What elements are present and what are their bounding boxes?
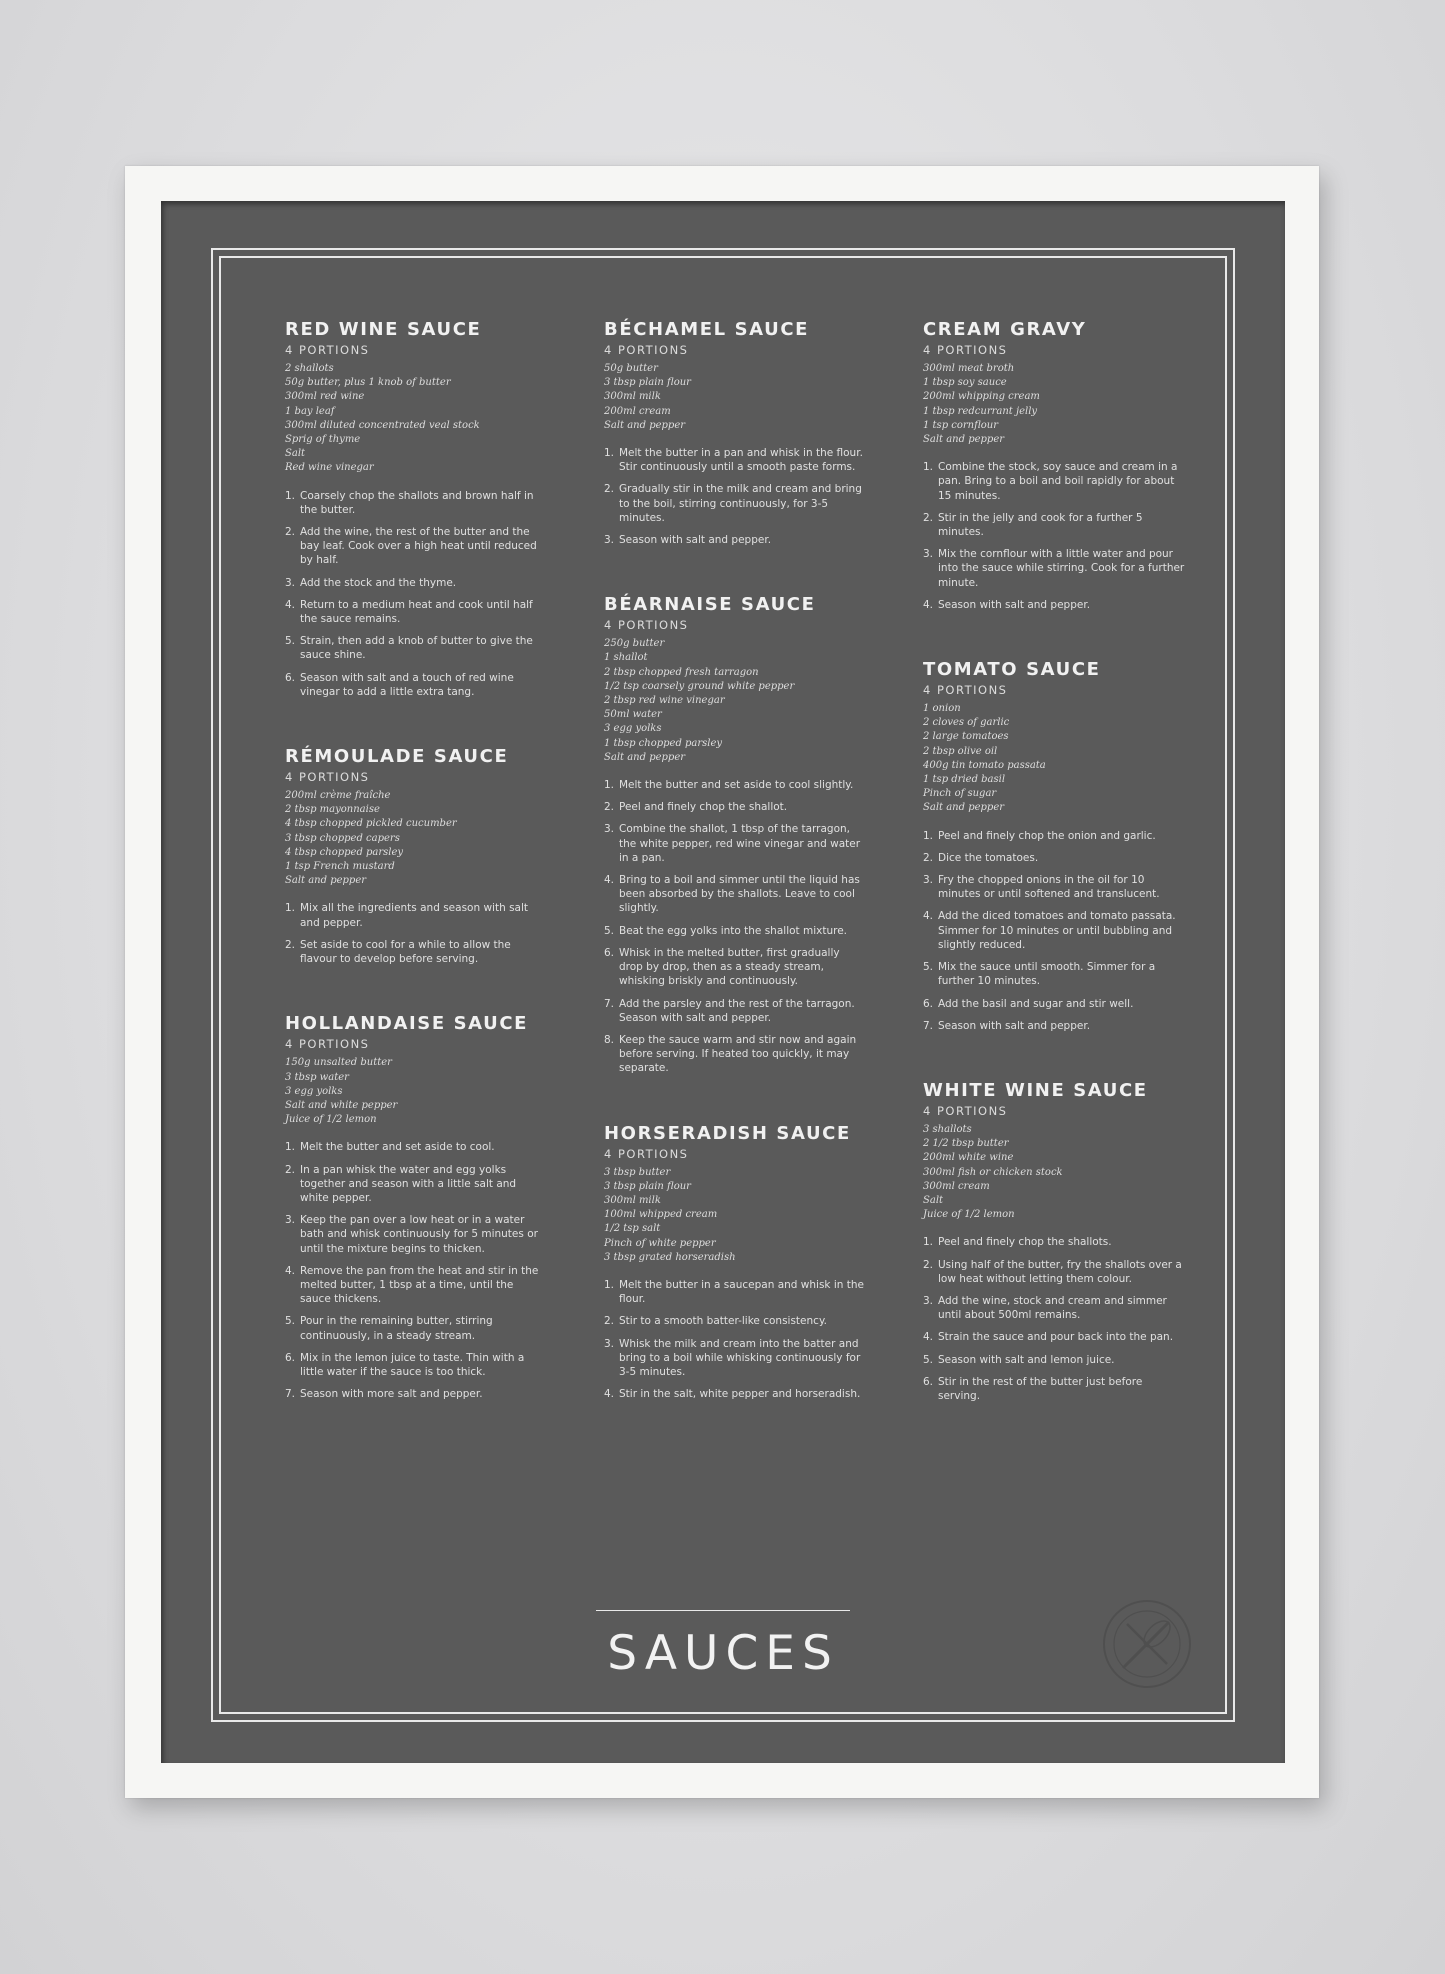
method-step xyxy=(923,960,1185,988)
ingredient-item: 2 shallots xyxy=(285,363,334,374)
step-text: Add the basil and sugar and stir well. xyxy=(938,997,1134,1010)
ingredient-item: 400g tin tomato passata xyxy=(923,759,1046,771)
ingredient-item: 1 tbsp chopped parsley xyxy=(604,737,723,749)
ingredient-item: 3 tbsp plain flour xyxy=(604,377,691,389)
method-step xyxy=(604,482,866,525)
method-step xyxy=(604,924,866,938)
step-number: 2. xyxy=(285,1163,296,1176)
ingredient-item: 1 tbsp redcurrant jelly xyxy=(923,405,1038,417)
step-text: Keep the pan over a low heat or in a water bath and whisk continuously for 5 minutes or until the mixture begins to thicken. xyxy=(300,1214,538,1255)
recipe-portions: 4 PORTIONS xyxy=(285,770,370,785)
recipe-portions: 4 PORTIONS xyxy=(285,1037,370,1052)
ingredient-item: 200ml cream xyxy=(604,405,671,417)
ingredient-item: Salt and pepper xyxy=(604,751,686,763)
recipe-title: CREAM GRAVY xyxy=(923,319,1087,340)
step-text: Mix all the ingredients and season with salt and pepper. xyxy=(300,902,529,929)
ingredient-list xyxy=(285,362,547,476)
ingredient-item: 1 tsp French mustard xyxy=(285,861,395,873)
ingredient-item: 3 tbsp grated horseradish xyxy=(604,1251,736,1263)
recipe-portions: 4 PORTIONS xyxy=(604,343,689,357)
step-text: Return to a medium heat and cook until half the sauce remains. xyxy=(300,598,533,626)
ingredient-item: Pinch of white pepper xyxy=(604,1237,716,1249)
ingredient-item: Salt and pepper xyxy=(604,419,686,431)
step-text: Mix the sauce until smooth. Simmer for a further 10 minutes. xyxy=(938,961,1156,988)
poster-title: SAUCES xyxy=(607,1626,839,1681)
ingredient-list xyxy=(923,702,1185,816)
ingredient-item: 300ml red wine xyxy=(285,391,365,403)
step-number: 6. xyxy=(285,671,296,684)
ingredient-item: 50ml water xyxy=(604,709,662,721)
step-number: 1. xyxy=(285,489,296,502)
step-text: Bring to a boil and simmer until the liquid has been absorbed by the shallots. Leave to cool slightly. xyxy=(619,874,860,915)
recipe-portions: 4 PORTIONS xyxy=(604,1146,689,1161)
method-step xyxy=(923,873,1185,901)
ingredient-list xyxy=(604,1166,866,1265)
ingredient-item: Salt and pepper xyxy=(923,802,1005,814)
recipe-card xyxy=(923,658,1185,1033)
step-text: Season with salt and pepper. xyxy=(619,534,772,547)
method-step xyxy=(923,1353,1185,1367)
recipe-card xyxy=(285,745,547,966)
step-number: 6. xyxy=(923,997,934,1010)
ingredient-item: 3 tbsp water xyxy=(285,1071,349,1083)
ingredient-item: 2 tbsp red wine vinegar xyxy=(604,695,725,707)
ingredient-item: Pinch of sugar xyxy=(923,788,997,800)
method-steps xyxy=(923,1235,1185,1403)
method-step xyxy=(285,1163,547,1206)
step-number: 7. xyxy=(285,1388,296,1401)
step-text: Combine the shallot, 1 tbsp of the tarragon, the white pepper, red wine vinegar and water in a pan. xyxy=(619,823,861,864)
step-number: 7. xyxy=(604,997,615,1010)
method-steps xyxy=(285,901,547,966)
step-number: 4. xyxy=(923,598,934,611)
recipe-card xyxy=(285,1012,547,1401)
step-number: 4. xyxy=(604,874,615,887)
step-text: Remove the pan from the heat and stir in the melted butter, 1 tbsp at a time, until the sauce thickens. xyxy=(300,1264,539,1306)
ingredient-item: Juice of 1/2 lemon xyxy=(923,1209,1015,1221)
method-step xyxy=(285,598,547,626)
recipe-title: RED WINE SAUCE xyxy=(285,319,482,340)
method-step xyxy=(604,1314,866,1328)
step-text: Season with salt and pepper. xyxy=(938,1019,1091,1032)
method-step xyxy=(923,1294,1185,1322)
recipe-column-2 xyxy=(604,318,866,1447)
step-text: Season with salt and pepper. xyxy=(938,598,1091,611)
method-step xyxy=(285,1264,547,1307)
method-step xyxy=(923,511,1185,539)
step-text: Stir in the salt, white pepper and horseradish. xyxy=(619,1388,861,1401)
method-step xyxy=(604,1278,866,1306)
recipe-title: BÉCHAMEL SAUCE xyxy=(604,319,810,340)
ingredient-item: 300ml diluted concentrated veal stock xyxy=(285,419,480,431)
step-number: 5. xyxy=(285,1315,296,1328)
step-number: 8. xyxy=(604,1033,615,1046)
method-step xyxy=(285,1140,547,1154)
method-step xyxy=(604,1033,866,1076)
step-number: 3. xyxy=(923,548,934,561)
method-step xyxy=(923,1235,1185,1249)
ingredient-list xyxy=(604,637,866,765)
ingredient-list xyxy=(604,362,866,433)
step-text: Using half of the butter, fry the shallots over a low heat without letting them colour. xyxy=(938,1258,1182,1285)
step-number: 1. xyxy=(604,1278,615,1291)
method-step xyxy=(604,946,866,989)
method-step xyxy=(923,851,1185,865)
step-text: Melt the butter and set aside to cool slightly. xyxy=(619,779,854,792)
method-step xyxy=(285,671,547,699)
ingredient-item: 3 egg yolks xyxy=(604,723,662,735)
method-step xyxy=(923,1019,1185,1033)
method-step xyxy=(923,598,1185,612)
step-text: Dice the tomatoes. xyxy=(938,851,1039,864)
step-number: 2. xyxy=(604,801,615,814)
step-number: 2. xyxy=(923,511,934,524)
method-step xyxy=(285,1387,547,1401)
method-steps xyxy=(604,446,866,547)
step-text: Add the wine, stock and cream and simmer until about 500ml remains. xyxy=(938,1294,1167,1322)
step-text: Season with salt and lemon juice. xyxy=(938,1353,1115,1366)
step-text: Season with more salt and pepper. xyxy=(300,1388,483,1401)
step-number: 1. xyxy=(604,779,615,792)
step-number: 2. xyxy=(923,1258,934,1271)
method-step xyxy=(923,1330,1185,1344)
step-number: 3. xyxy=(604,1337,615,1350)
method-step xyxy=(604,997,866,1025)
step-number: 5. xyxy=(923,1353,934,1366)
ingredient-item: 1/2 tsp salt xyxy=(604,1223,661,1235)
ingredient-item: 3 tbsp butter xyxy=(604,1166,671,1178)
method-steps xyxy=(923,829,1185,1033)
recipe-title: WHITE WINE SAUCE xyxy=(923,1079,1148,1101)
ingredient-item: Salt xyxy=(923,1194,944,1206)
method-step xyxy=(604,1337,866,1380)
ingredient-item: Salt and pepper xyxy=(285,875,367,887)
step-number: 3. xyxy=(923,1294,934,1307)
recipe-title: HOLLANDAISE SAUCE xyxy=(285,1013,529,1035)
method-step xyxy=(923,829,1185,843)
step-text: Peel and finely chop the shallots. xyxy=(938,1236,1112,1249)
ingredient-item: 200ml white wine xyxy=(923,1152,1014,1164)
ingredient-item: 50g butter xyxy=(604,363,658,374)
ingredient-item: 1/2 tsp coarsely ground white pepper xyxy=(604,680,795,692)
ingredient-item: 200ml crème fraîche xyxy=(285,790,391,802)
step-text: Whisk in the melted butter, first gradually drop by drop, then as a steady stream, whisking briskly and continuously. xyxy=(619,946,840,988)
ingredient-item: Juice of 1/2 lemon xyxy=(285,1114,377,1126)
method-step xyxy=(604,446,866,474)
step-number: 1. xyxy=(604,447,615,460)
step-text: Combine the stock, soy sauce and cream in a pan. Bring to a boil and boil rapidly for about 15 minutes. xyxy=(938,461,1178,502)
method-step xyxy=(604,873,866,916)
method-step xyxy=(923,1375,1185,1403)
step-text: Gradually stir in the milk and cream and bring to the boil, stirring continuously, for 3-5 minutes. xyxy=(619,483,862,524)
recipe-title: BÉARNAISE SAUCE xyxy=(604,594,816,616)
method-step xyxy=(923,1258,1185,1286)
step-number: 4. xyxy=(285,598,296,611)
method-step xyxy=(285,1213,547,1256)
step-text: Melt the butter and set aside to cool. xyxy=(300,1141,495,1154)
ingredient-item: Salt and white pepper xyxy=(285,1099,398,1111)
method-step xyxy=(604,800,866,814)
step-text: Pour in the remaining butter, stirring continuously, in a steady stream. xyxy=(300,1315,493,1342)
ingredient-item: 300ml milk xyxy=(604,391,661,403)
step-number: 6. xyxy=(923,1375,934,1388)
step-number: 2. xyxy=(923,851,934,864)
method-step xyxy=(285,525,547,568)
ingredient-item: Sprig of thyme xyxy=(285,434,361,446)
method-step xyxy=(285,634,547,662)
method-step xyxy=(604,778,866,792)
step-text: Peel and finely chop the shallot. xyxy=(619,801,788,814)
ingredient-item: 2 tbsp chopped fresh tarragon xyxy=(604,666,759,678)
step-number: 2. xyxy=(604,1315,615,1328)
recipe-portions: 4 PORTIONS xyxy=(923,1103,1008,1118)
ingredient-list xyxy=(285,1056,547,1127)
method-step xyxy=(604,533,866,547)
ingredient-item: 3 shallots xyxy=(923,1123,972,1135)
method-steps xyxy=(285,1140,547,1401)
step-text: Peel and finely chop the onion and garlic. xyxy=(938,829,1156,842)
recipe-card xyxy=(285,318,547,699)
ingredient-item: 250g butter xyxy=(604,638,665,650)
ingredient-item: 3 tbsp plain flour xyxy=(604,1180,691,1192)
ingredient-item: 2 large tomatoes xyxy=(923,731,1009,743)
ingredient-item: 50g butter, plus 1 knob of butter xyxy=(285,377,451,389)
ingredient-item: Salt and pepper xyxy=(923,434,1005,446)
ingredient-item: 1 tsp dried basil xyxy=(923,774,1006,786)
method-steps xyxy=(285,489,547,699)
step-text: Fry the chopped onions in the oil for 10 minutes or until softened and translucent. xyxy=(938,874,1160,901)
ingredient-item: 1 shallot xyxy=(604,652,648,664)
step-number: 1. xyxy=(285,902,296,915)
ingredient-item: 2 tbsp mayonnaise xyxy=(285,804,380,816)
step-text: Set aside to cool for a while to allow the flavour to develop before serving. xyxy=(300,938,511,966)
step-number: 4. xyxy=(285,1264,296,1277)
ingredient-item: 300ml fish or chicken stock xyxy=(923,1166,1063,1178)
method-step xyxy=(285,489,547,517)
step-number: 2. xyxy=(285,938,296,951)
step-number: 1. xyxy=(923,829,934,842)
step-number: 1. xyxy=(923,1236,934,1249)
method-steps xyxy=(604,778,866,1075)
step-text: Stir to a smooth batter-like consistency. xyxy=(619,1315,827,1328)
step-text: Season with salt and a touch of red wine vinegar to add a little extra tang. xyxy=(300,671,514,698)
ingredient-item: 4 tbsp chopped pickled cucumber xyxy=(285,818,457,830)
step-text: Whisk the milk and cream into the batter and bring to a boil while whisking continuously for 3-5 minutes. xyxy=(619,1337,861,1378)
step-text: Coarsely chop the shallots and brown half in the butter. xyxy=(300,489,534,516)
method-step xyxy=(923,997,1185,1011)
method-step xyxy=(923,460,1185,503)
step-number: 6. xyxy=(285,1351,296,1364)
step-number: 3. xyxy=(285,576,296,589)
method-step xyxy=(604,822,866,865)
recipe-title: RÉMOULADE SAUCE xyxy=(285,746,509,768)
ingredient-item: 200ml whipping cream xyxy=(923,391,1040,403)
method-step xyxy=(923,547,1185,590)
ingredient-item: 1 tbsp soy sauce xyxy=(923,377,1007,389)
ingredient-item: 300ml cream xyxy=(923,1180,990,1192)
ingredient-item: Salt xyxy=(285,448,306,460)
step-number: 3. xyxy=(923,874,934,887)
ingredient-list xyxy=(923,362,1185,447)
recipe-column-3 xyxy=(923,318,1185,1449)
ingredient-list xyxy=(285,789,547,888)
step-number: 6. xyxy=(604,946,615,959)
method-steps xyxy=(604,1278,866,1401)
step-number: 3. xyxy=(604,534,615,547)
recipe-portions: 4 PORTIONS xyxy=(923,343,1008,357)
recipe-portions: 4 PORTIONS xyxy=(923,683,1008,698)
ingredient-item: 3 egg yolks xyxy=(285,1085,343,1097)
ingredient-item: 300ml milk xyxy=(604,1194,661,1206)
method-step xyxy=(285,901,547,929)
ingredient-item: 1 tsp cornflour xyxy=(923,419,999,431)
step-text: In a pan whisk the water and egg yolks together and season with a little salt and white pepper. xyxy=(300,1163,517,1204)
recipe-card xyxy=(604,1122,866,1402)
recipe-title: HORSERADISH SAUCE xyxy=(604,1122,851,1144)
ingredient-item: 2 1/2 tbsp butter xyxy=(923,1138,1009,1150)
method-step xyxy=(923,909,1185,952)
step-number: 1. xyxy=(285,1141,296,1154)
step-text: Add the stock and the thyme. xyxy=(300,576,457,589)
method-step xyxy=(285,576,547,590)
recipe-card xyxy=(923,1079,1185,1403)
step-number: 2. xyxy=(604,483,615,496)
ingredient-item: 2 tbsp olive oil xyxy=(923,745,998,757)
recipe-portions: 4 PORTIONS xyxy=(285,343,370,357)
ingredient-list xyxy=(923,1123,1185,1222)
recipe-portions: 4 PORTIONS xyxy=(604,618,689,633)
ingredient-item: Red wine vinegar xyxy=(285,462,374,474)
step-text: Beat the egg yolks into the shallot mixture. xyxy=(619,924,848,937)
step-text: Add the parsley and the rest of the tarragon. Season with salt and pepper. xyxy=(619,997,855,1024)
step-number: 3. xyxy=(604,823,615,836)
ingredient-item: 2 cloves of garlic xyxy=(923,717,1010,729)
step-number: 1. xyxy=(923,461,934,474)
step-number: 5. xyxy=(604,924,615,937)
step-number: 5. xyxy=(923,961,934,974)
recipe-column-1 xyxy=(285,318,547,1447)
step-text: Melt the butter in a pan and whisk in the flour. Stir continuously until a smooth paste forms. xyxy=(619,447,863,474)
method-step xyxy=(604,1387,866,1401)
recipe-card xyxy=(604,593,866,1075)
title-rule xyxy=(596,1610,850,1611)
step-text: Add the wine, the rest of the butter and the bay leaf. Cook over a high heat until reduced by half. xyxy=(300,526,537,567)
step-text: Strain, then add a knob of butter to give the sauce shine. xyxy=(300,635,533,662)
whisk-stamp-logo xyxy=(1101,1598,1193,1690)
step-text: Mix the cornflour with a little water and pour into the sauce while stirring. Cook for a further minute. xyxy=(938,548,1185,589)
step-number: 2. xyxy=(285,526,296,539)
step-text: Melt the butter in a saucepan and whisk in the flour. xyxy=(619,1278,864,1306)
step-text: Add the diced tomatoes and tomato passata. Simmer for 10 minutes or until bubbling and slightly reduced. xyxy=(938,910,1176,951)
method-step xyxy=(285,1314,547,1342)
recipe-card xyxy=(604,318,866,547)
ingredient-item: 1 onion xyxy=(923,703,961,715)
ingredient-item: 3 tbsp chopped capers xyxy=(285,832,400,844)
method-steps xyxy=(923,460,1185,612)
recipe-title: TOMATO SAUCE xyxy=(923,659,1101,681)
ingredient-item: 150g unsalted butter xyxy=(285,1057,392,1069)
step-number: 7. xyxy=(923,1019,934,1032)
step-number: 5. xyxy=(285,635,296,648)
step-number: 4. xyxy=(923,910,934,923)
step-text: Stir in the rest of the butter just before serving. xyxy=(938,1375,1143,1402)
ingredient-item: 1 bay leaf xyxy=(285,405,335,417)
recipe-card xyxy=(923,318,1185,612)
step-number: 3. xyxy=(285,1214,296,1227)
method-step xyxy=(285,938,547,966)
ingredient-item: 100ml whipped cream xyxy=(604,1209,718,1221)
step-text: Strain the sauce and pour back into the pan. xyxy=(938,1331,1174,1344)
method-step xyxy=(285,1351,547,1379)
step-number: 4. xyxy=(604,1388,615,1401)
step-text: Keep the sauce warm and stir now and again before serving. If heated too quickly, it may separate. xyxy=(619,1033,857,1075)
ingredient-item: 300ml meat broth xyxy=(923,363,1015,374)
step-number: 4. xyxy=(923,1331,934,1344)
step-text: Mix in the lemon juice to taste. Thin with a little water if the sauce is too thick. xyxy=(300,1351,525,1378)
step-text: Stir in the jelly and cook for a further 5 minutes. xyxy=(938,511,1143,539)
ingredient-item: 4 tbsp chopped parsley xyxy=(285,846,404,858)
